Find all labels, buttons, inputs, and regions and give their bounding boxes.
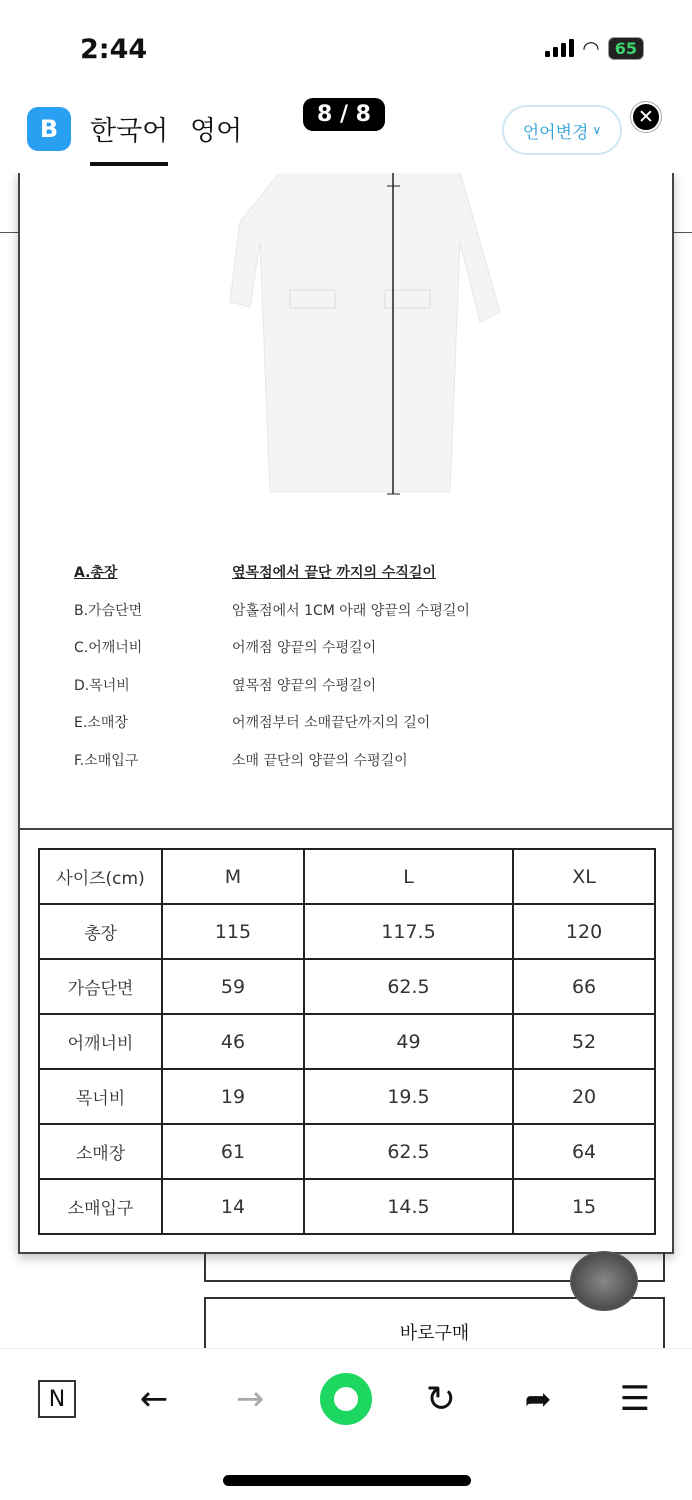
back-icon[interactable]: ← (139, 1379, 169, 1419)
home-indicator[interactable] (223, 1475, 471, 1486)
close-icon[interactable]: ✕ (631, 102, 661, 132)
green-dot-icon[interactable] (320, 1373, 372, 1425)
table-row: 소매입구 14 14.5 15 (39, 1179, 655, 1234)
table-row: 목너비 19 19.5 20 (39, 1069, 655, 1124)
definition-row: D.목너비 옆목점 양끝의 수평길이 (74, 677, 377, 694)
table-row: 어깨너비 46 49 52 (39, 1014, 655, 1069)
wifi-icon: ◠ (582, 36, 600, 60)
divider (20, 828, 672, 830)
app-logo-icon: B (27, 107, 71, 151)
table-header-row: 사이즈(cm) M L XL (39, 849, 655, 904)
chevron-down-icon: ∨ (592, 123, 602, 137)
divider (674, 232, 692, 233)
floating-badge-icon[interactable] (570, 1251, 638, 1311)
definition-row: B.가슴단면 암홀점에서 1CM 아래 양끝의 수평길이 (74, 602, 470, 619)
refresh-icon[interactable]: ↻ (425, 1378, 457, 1420)
definition-row: E.소매장 어깨점부터 소매끝단까지의 길이 (74, 715, 431, 731)
change-language-button[interactable]: 언어변경 ∨ (502, 105, 622, 155)
size-guide-card (18, 172, 674, 1254)
table-row: 총장 115 117.5 120 (39, 904, 655, 959)
size-table (38, 848, 656, 1235)
measurement-definitions (74, 562, 470, 787)
status-icons (545, 36, 644, 60)
definition-row: C.어깨너비 어깨점 양끝의 수평길이 (74, 640, 377, 656)
menu-icon[interactable]: ☰ (619, 1379, 651, 1419)
forward-icon[interactable]: → (235, 1379, 265, 1419)
tab-korean[interactable]: 한국어 (90, 109, 168, 148)
definition-row: A.총장 옆목점에서 끝단 까지의 수직길이 (74, 565, 436, 581)
share-icon[interactable]: ➦ (524, 1380, 552, 1418)
translation-header (0, 95, 692, 173)
buy-now-button[interactable]: 바로구매 (204, 1297, 665, 1357)
table-row: 소매장 61 62.5 64 (39, 1124, 655, 1179)
signal-icon (545, 39, 574, 57)
tab-english[interactable]: 영어 (190, 116, 243, 147)
table-row: 가슴단면 59 62.5 66 (39, 959, 655, 1014)
status-time: 2:44 (80, 34, 148, 65)
battery-icon: 65 (608, 37, 644, 60)
coat-illustration (210, 172, 510, 502)
naver-home-icon[interactable]: N (33, 1375, 81, 1423)
page-indicator: 8 / 8 (303, 98, 385, 131)
divider (0, 232, 18, 233)
definition-row: F.소매입구 소매 끝단의 양끝의 수평길이 (74, 752, 408, 769)
